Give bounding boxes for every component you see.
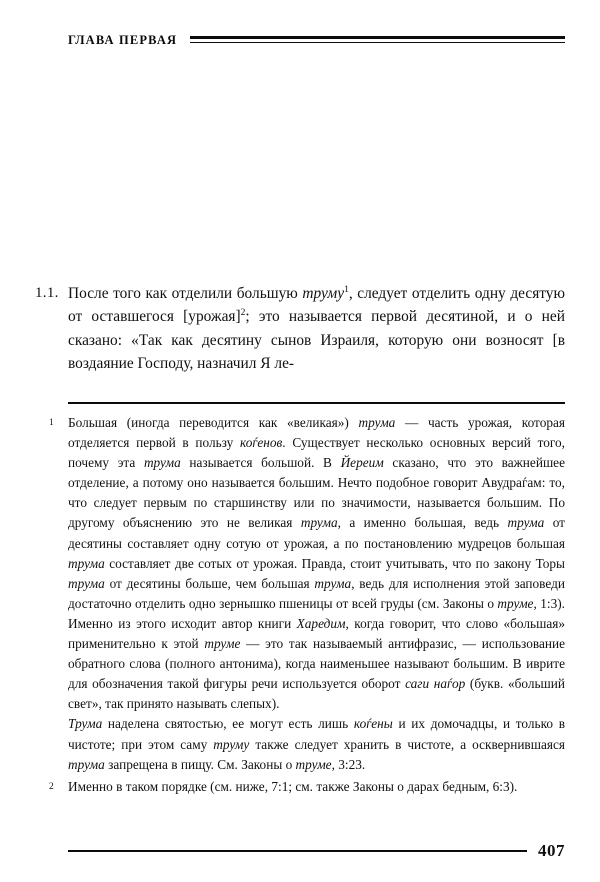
footnote-paragraph: Трума наделена святостью, ее могут есть лишь коѓены и их домочадцы, и только в чистоте; при этом саму труму также следует хранить в чистоте, а осквернившаяся трума запрещена в пищу. См. Законы о труме, 3:23. <box>68 716 565 772</box>
running-head <box>68 28 568 52</box>
footnote-number: 1 <box>49 418 54 428</box>
halakha-entry <box>35 282 565 376</box>
folio <box>68 838 565 864</box>
footnote-entry <box>49 777 565 797</box>
footnote-paragraph: Именно в таком порядке (см. ниже, 7:1; см. также Законы о дарах бедным, 6:3). <box>68 778 518 794</box>
footnote-number: 2 <box>49 781 54 792</box>
halakha-body-text: После того как отделили большую труму$^1$, следует отделить одну десятую от оставшегося [урожая]$^2$; это называется первой десятиной, и о ней сказано: «Так как десятину сынов Израиля, которую они возносят [в воздаяние Господу, назначил Я ле- <box>68 283 565 373</box>
header-double-rule <box>190 36 565 45</box>
halakha-number: 1.1. <box>35 285 59 301</box>
footnote-entry <box>49 413 565 775</box>
footnotes-section <box>49 413 565 799</box>
folio-rule <box>68 850 527 852</box>
footnote-body <box>68 777 565 797</box>
footnote-paragraph: Большая (иногда переводится как «великая») трума — часть урожая, которая отделяется первой в пользу коѓенов. Существует несколько основных версий того, почему эта трума называется большой. В Йереим сказано, что это важнейшее отделение, а потому оно называется большим. Нечто подобное говорит Авудраѓам: то, что следует первым по старшинству или по значимости, называется большим. По другому объяснению это не великая трума, а именно большая, ведь трума от десятины составляет одну сотую от урожая, а по постановлению мудрецов большая трума составляет две сотых от урожая. Правда, стоит учитывать, что по закону Торы трума от десятины больше, чем большая трума, ведь для исполнения этой заповеди достаточно отделить одно зернышко пшеницы от всей груды (см. Законы о труме, 1:3). Именно из этого исходит автор книги Харедим, когда говорит, что слово «большая» применительно к этой труме — это так называемый антифразис, — использование обратного слова (полного антонима), когда наименьшее называют большим. В иврите для обозначения такой фигуры речи используется оборот саги наѓор (букв. «больший свет», так принято называть слепых). <box>68 415 566 712</box>
chapter-label: ГЛАВА ПЕРВАЯ <box>68 32 178 47</box>
footnote-body <box>68 413 565 775</box>
main-text-block <box>35 282 565 376</box>
footnote-separator-rule <box>68 402 565 404</box>
page-number: 407 <box>538 841 565 860</box>
